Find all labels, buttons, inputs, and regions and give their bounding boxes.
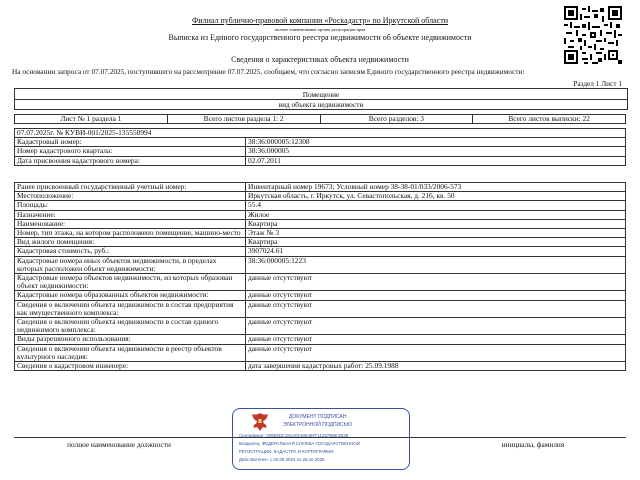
row-value: данные отсутствуют	[246, 335, 626, 344]
table-row	[15, 219, 626, 228]
row-label: Дата присвоения кадастрового номера:	[15, 156, 246, 165]
row-value: Этаж № 3	[246, 229, 626, 238]
row-label: Сведения о включении объекта недвижимости в состав единого недвижимого комплекса:	[15, 318, 246, 335]
row-value: Иркутская область, г. Иркутск, ул. Севастопольская, д. 216, кв. 50	[246, 192, 626, 201]
stamp-line2: ЭЛЕКТРОННОЙ ПОДПИСЬЮ	[283, 422, 353, 428]
table-row	[15, 344, 626, 361]
table-row	[15, 318, 626, 335]
stamp-line1: ДОКУМЕНТ ПОДПИСАН	[289, 414, 347, 420]
row-value: 55.4	[246, 201, 626, 210]
row-value: данные отсутствуют	[246, 274, 626, 291]
row-label: Наименование:	[15, 219, 246, 228]
row-value: Инвентарный номер 19673; Условный номер 38-38-01/033/2006-573	[246, 183, 626, 192]
row-value: данные отсутствуют	[246, 300, 626, 317]
record-table	[14, 128, 626, 166]
section-title: Сведения о характеристиках объекта недвижимости	[231, 55, 409, 64]
row-label: Назначение:	[15, 210, 246, 219]
section-sheet: Раздел 1 Лист 1	[573, 79, 622, 88]
table-row	[15, 256, 626, 273]
row-value: 38:36:000005	[246, 147, 626, 156]
table-row	[15, 335, 626, 344]
row-label: Номер, тип этажа, на котором расположено помещение, машино-место	[15, 229, 246, 238]
row-label: Виды разрешенного использования:	[15, 335, 246, 344]
table-row	[15, 300, 626, 317]
row-label: Вид жилого помещения:	[15, 238, 246, 247]
row-label: Сведения о кадастровом инженере:	[15, 362, 246, 371]
stamp-certificate: Сертификат: 00983DC181A02186459T11257BBE2B35	[239, 433, 349, 438]
intro-text: На основании запроса от 07.07.2025, поступившего на рассмотрение 07.07.2025, сообщаем, что согласно записям Единого государственного реестра недвижимости:	[12, 67, 525, 76]
row-label: Кадастровая стоимость, руб.:	[15, 247, 246, 256]
record-number: 07.07.2025г. № КУВИ-001/2025-135550994	[15, 129, 626, 138]
branch-name: Филиал публично-правовой компании «Роскадастр» по Иркутской области	[192, 16, 448, 25]
stamp-owner2: РЕГИСТРАЦИИ, КАДАСТРА И КАРТОГРАФИИ	[239, 449, 334, 454]
row-label: Ранее присвоенный государственный учетный номер:	[15, 183, 246, 192]
row-label: Местоположение:	[15, 192, 246, 201]
table-row	[15, 247, 626, 256]
table-row	[15, 210, 626, 219]
emblem-icon	[248, 410, 272, 434]
object-type-box	[14, 88, 628, 110]
row-value: 3907024.61	[246, 247, 626, 256]
table-row	[15, 192, 626, 201]
details-table	[14, 182, 626, 371]
row-value: Жилое	[246, 210, 626, 219]
table-row	[15, 274, 626, 291]
row-value: данные отсутствуют	[246, 291, 626, 300]
object-type: Помещение	[302, 90, 340, 99]
branch-caption: полное наименование органа регистрации прав	[274, 27, 366, 32]
table-row	[15, 156, 626, 165]
table-row	[15, 147, 626, 156]
sheets-total: Всего листов выписки: 22	[473, 115, 626, 124]
table-row	[15, 362, 626, 371]
row-value: Квартира	[246, 219, 626, 228]
table-row	[15, 229, 626, 238]
row-label: Кадастровые номера иных объектов недвижимости, в пределах которых расположен объект недвижимости:	[15, 256, 246, 273]
document-title: Выписка из Единого государственного реестра недвижимости об объекте недвижимости	[168, 33, 472, 42]
row-value: Квартира	[246, 238, 626, 247]
sheet-info-table	[14, 114, 626, 124]
sheet-number: Лист № 1 раздела 1	[15, 115, 168, 124]
table-row	[15, 183, 626, 192]
row-label: Номер кадастрового квартала:	[15, 147, 246, 156]
row-label: Кадастровые номера объектов недвижимости, из которых образован объект недвижимости:	[15, 274, 246, 291]
row-value: данные отсутствуют	[246, 318, 626, 335]
object-type-caption: вид объекта недвижимости	[278, 100, 364, 109]
row-label: Площадь:	[15, 201, 246, 210]
row-value: данные отсутствуют	[246, 344, 626, 361]
table-row	[15, 138, 626, 147]
row-value: 38:36:000005:12308	[246, 138, 626, 147]
position-caption: полное наименование должности	[67, 440, 171, 449]
name-caption: инициалы, фамилия	[501, 440, 565, 449]
table-row	[15, 201, 626, 210]
row-value: 02.07.2011	[246, 156, 626, 165]
row-label: Сведения о включении объекта недвижимости в реестр объектов культурного наследия:	[15, 344, 246, 361]
sections-total: Всего разделов: 3	[320, 115, 473, 124]
table-row	[15, 291, 626, 300]
row-label: Кадастровые номера образованных объектов недвижимости:	[15, 291, 246, 300]
stamp-valid: Действителен: с 02.08.2024 по 26.10.2025	[239, 457, 325, 462]
sheets-in-section: Всего листов раздела 1: 2	[167, 115, 320, 124]
row-label: Сведения о включении объекта недвижимости в состав предприятия как имущественного комплекса:	[15, 300, 246, 317]
stamp-owner: Владелец: ФЕДЕРАЛЬНАЯ СЛУЖБА ГОСУДАРСТВЕННОЙ	[239, 441, 360, 446]
row-value: дата завершения кадастровых работ: 25.09.1988	[246, 362, 626, 371]
table-row	[15, 238, 626, 247]
row-label: Кадастровый номер:	[15, 138, 246, 147]
row-value: 38:36:000005:1223	[246, 256, 626, 273]
